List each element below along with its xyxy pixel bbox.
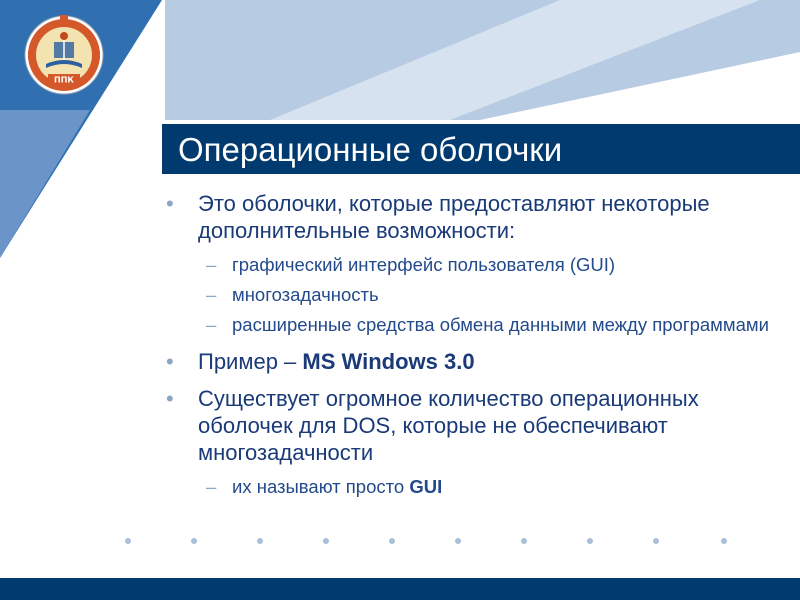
bullet-icon: •: [166, 349, 174, 374]
bullet-text: Пример –: [198, 349, 303, 374]
sub-bullet-bold-text: GUI: [409, 476, 443, 497]
sub-bullet-item: [166, 476, 786, 498]
college-logo: [24, 12, 104, 98]
decorative-dots: [120, 536, 740, 546]
bullet-item: [166, 385, 786, 466]
dash-icon: –: [206, 314, 217, 335]
bullet-icon: •: [166, 386, 174, 411]
bullet-text: Существует огромное количество операционных оболочек для DOS, которые не обеспечивают многозадачности: [198, 386, 699, 465]
sub-bullet-item: [166, 284, 786, 306]
sub-bullet-item: [166, 254, 786, 276]
sub-bullet-text: расширенные средства обмена данными между программами: [232, 314, 769, 335]
slide-content: [166, 190, 786, 506]
dash-icon: –: [206, 254, 217, 275]
bullet-item: [166, 348, 786, 375]
bullet-bold-text: MS Windows 3.0: [302, 349, 475, 374]
bullet-item: [166, 190, 786, 244]
dash-icon: –: [206, 284, 217, 305]
sub-bullet-item: [166, 314, 786, 336]
dash-icon: –: [206, 476, 217, 497]
sub-bullet-text: их называют просто: [232, 476, 410, 497]
bullet-text: Это оболочки, которые предоставляют некоторые дополнительные возможности:: [198, 191, 710, 243]
svg-text:ППК: ППК: [54, 75, 74, 85]
bottom-bar: [0, 578, 800, 600]
sub-bullet-text: многозадачность: [232, 284, 379, 305]
sub-bullet-text: графический интерфейс пользователя (GUI): [232, 254, 616, 275]
bullet-icon: •: [166, 191, 174, 216]
slide-title: Операционные оболочки: [178, 131, 563, 168]
